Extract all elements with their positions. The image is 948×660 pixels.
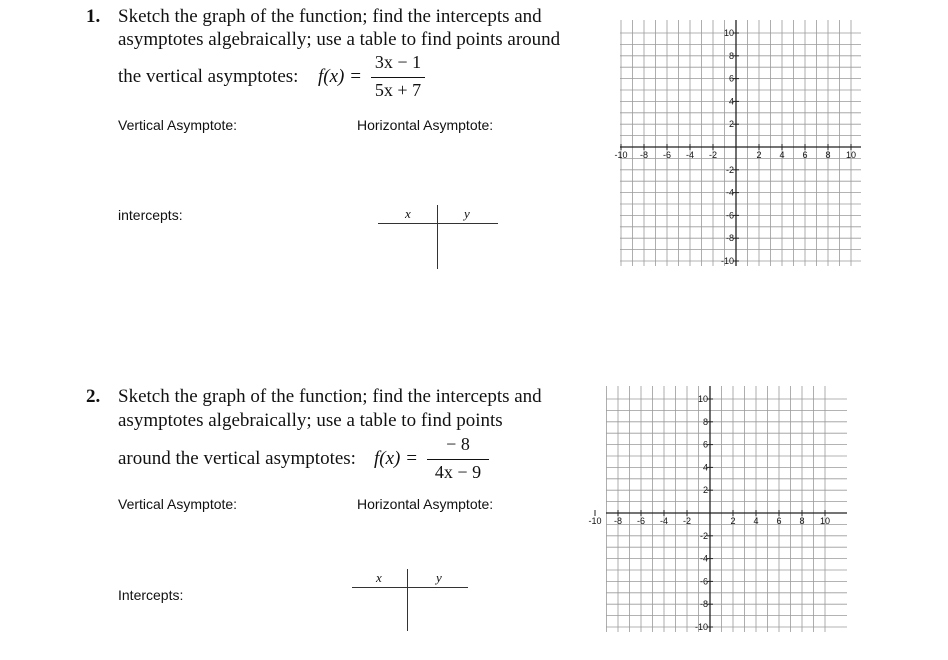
x-tick-label: -8 (639, 150, 649, 160)
x-tick-label: 4 (779, 150, 785, 160)
y-tick-label: -10 (694, 622, 708, 632)
y-tick-label: 2 (728, 119, 734, 130)
x-tick-label: 6 (802, 150, 808, 160)
intercepts-label: Intercepts: (118, 587, 184, 603)
table-y-header: y (464, 206, 470, 221)
vertical-asymptote-label: Vertical Asymptote: (118, 117, 238, 133)
x-tick-label: 6 (776, 516, 782, 526)
function-label: f(x) = (318, 66, 362, 87)
y-tick-label: -8 (725, 233, 734, 244)
vertical-asymptote-label: Vertical Asymptote: (118, 496, 238, 512)
y-tick-label: -6 (699, 576, 708, 587)
function-label: f(x) = (374, 448, 418, 469)
problem-text-line: Sketch the graph of the function; find the intercepts and (118, 6, 542, 27)
x-tick-label: -4 (659, 516, 669, 526)
numerator: 3x − 1 (374, 52, 422, 72)
x-tick-label: -2 (708, 150, 718, 160)
y-tick-label: 6 (728, 73, 734, 84)
x-tick-label: -10 (588, 516, 602, 526)
denominator: 4x − 9 (434, 462, 482, 482)
intercepts-label: intercepts: (118, 207, 183, 223)
y-tick-label: 4 (702, 462, 708, 473)
problem-text-line: asymptotes algebraically; use a table to find points around (118, 29, 561, 50)
problem-number: 2. (86, 386, 101, 407)
problem-text-line: asymptotes algebraically; use a table to find points (118, 410, 503, 431)
y-tick-label: -10 (720, 256, 734, 266)
fraction (427, 434, 489, 486)
table-y-header: y (436, 570, 442, 585)
coordinate-grid-1 (614, 20, 865, 270)
horizontal-asymptote-label: Horizontal Asymptote: (357, 496, 494, 512)
y-tick-label: -6 (725, 210, 734, 221)
x-tick-label: 4 (753, 516, 759, 526)
problem-text-line: Sketch the graph of the function; find the intercepts and (118, 386, 542, 407)
y-tick-label: 2 (702, 485, 708, 496)
y-tick-label: -4 (699, 553, 708, 564)
fraction-bar (371, 77, 425, 78)
x-tick-label: 8 (825, 150, 831, 160)
fraction-bar (427, 459, 489, 460)
y-tick-label: 8 (728, 50, 734, 61)
table-x-header: x (376, 570, 382, 585)
x-tick-label: 10 (819, 516, 831, 526)
fraction (371, 52, 425, 104)
y-tick-label: 8 (702, 416, 708, 427)
horizontal-asymptote-label: Horizontal Asymptote: (357, 117, 494, 133)
y-tick-label: 10 (723, 28, 734, 38)
x-tick-label: 2 (756, 150, 762, 160)
x-tick-label: -2 (682, 516, 692, 526)
table-header-rule (352, 587, 468, 588)
problem-number: 1. (86, 6, 101, 27)
problem-text-line: the vertical asymptotes: (118, 66, 299, 87)
y-tick-label: -4 (725, 187, 734, 198)
x-tick-label: -8 (613, 516, 623, 526)
table-header-rule (378, 223, 498, 224)
x-tick-label: 2 (730, 516, 736, 526)
x-tick-label: -6 (662, 150, 672, 160)
x-tick-label: -10 (614, 150, 628, 160)
coordinate-grid-2 (588, 386, 851, 636)
x-tick-label: -4 (685, 150, 695, 160)
x-tick-label: 10 (845, 150, 857, 160)
table-x-header: x (405, 206, 411, 221)
problem-text-line: around the vertical asymptotes: (118, 448, 356, 469)
y-tick-label: 4 (728, 96, 734, 107)
denominator: 5x + 7 (374, 80, 422, 100)
table-divider (407, 569, 408, 631)
y-tick-label: -2 (725, 164, 734, 175)
y-tick-label: -8 (699, 599, 708, 610)
x-tick-label: 8 (799, 516, 805, 526)
y-tick-label: 6 (702, 439, 708, 450)
numerator: − 8 (446, 434, 470, 454)
y-tick-label: 10 (697, 394, 708, 404)
x-tick-label: -6 (636, 516, 646, 526)
table-divider (437, 205, 438, 269)
y-tick-label: -2 (699, 530, 708, 541)
